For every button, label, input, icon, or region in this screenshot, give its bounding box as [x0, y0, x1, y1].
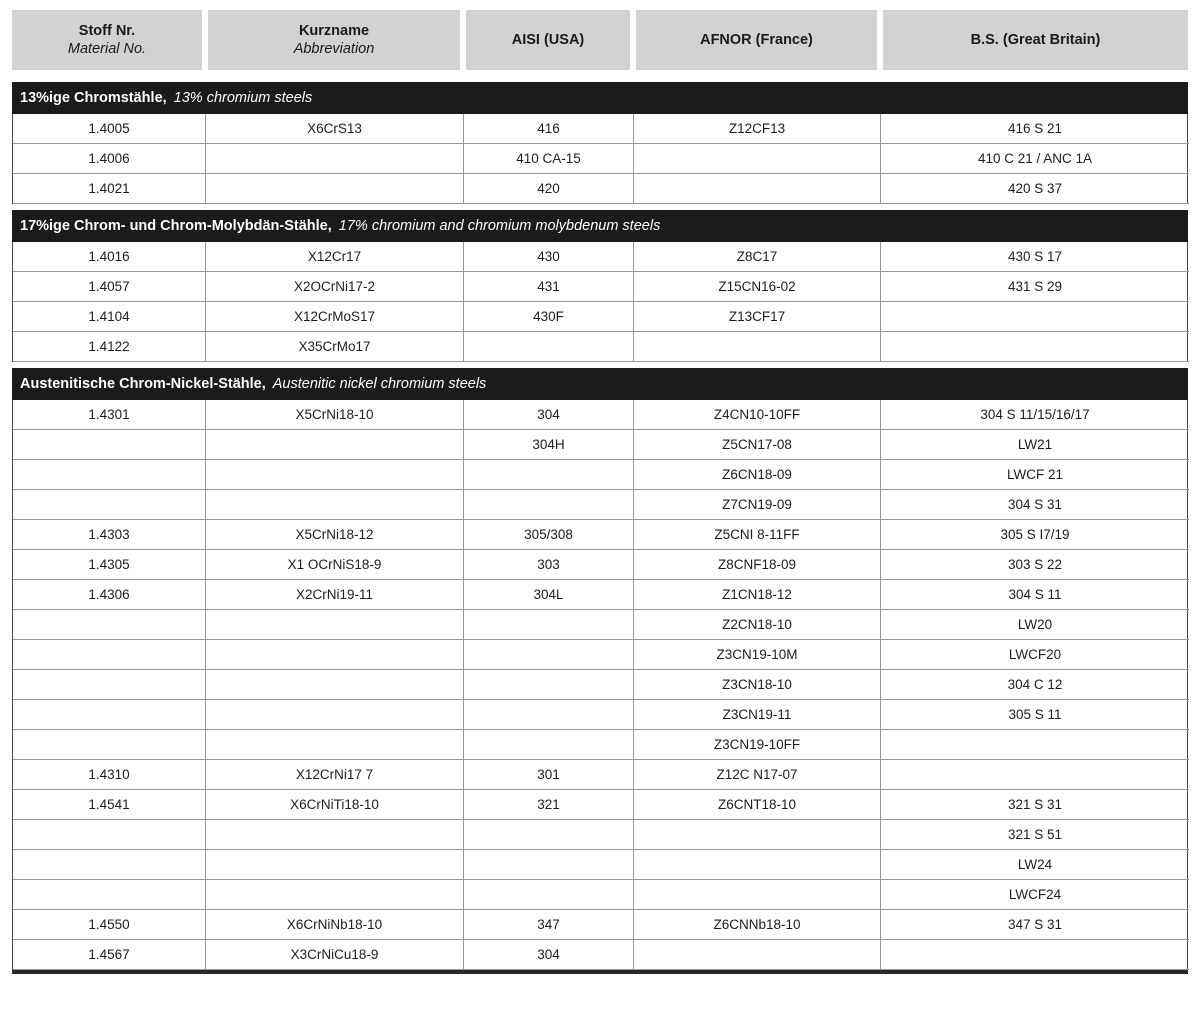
table-row [13, 760, 1187, 790]
cell-aisi: 416 [464, 114, 634, 144]
table-row [13, 430, 1187, 460]
cell-aisi [464, 880, 634, 910]
cell-bs: LWCF 21 [881, 460, 1189, 490]
cell-afnor: Z12C N17-07 [634, 760, 881, 790]
cell-afnor: Z3CN19-11 [634, 700, 881, 730]
column-subtitle: Material No. [67, 41, 147, 57]
cell-material-no [13, 700, 206, 730]
section-bar [12, 368, 1188, 400]
cell-aisi [464, 640, 634, 670]
cell-afnor: Z1CN18-12 [634, 580, 881, 610]
section-title-de: 17%ige Chrom- und Chrom-Molybdän-Stähle, [20, 218, 332, 234]
cell-aisi [464, 850, 634, 880]
cell-material-no [13, 490, 206, 520]
cell-abbreviation [206, 174, 464, 204]
cell-afnor: Z6CN18-09 [634, 460, 881, 490]
cell-aisi [464, 700, 634, 730]
section-rows [12, 242, 1188, 362]
table-row [13, 880, 1187, 910]
cell-aisi [464, 490, 634, 520]
cell-material-no: 1.4104 [13, 302, 206, 332]
cell-material-no [13, 430, 206, 460]
cell-abbreviation: X12CrMoS17 [206, 302, 464, 332]
cell-material-no [13, 730, 206, 760]
section-rows [12, 400, 1188, 970]
cell-abbreviation: X2CrNi19-11 [206, 580, 464, 610]
cell-bs [881, 730, 1189, 760]
cell-abbreviation: X3CrNiCu18-9 [206, 940, 464, 970]
table-header [12, 10, 1188, 70]
cell-material-no: 1.4567 [13, 940, 206, 970]
cell-material-no: 1.4006 [13, 144, 206, 174]
cell-afnor: Z15CN16-02 [634, 272, 881, 302]
table-row [13, 242, 1187, 272]
cell-material-no: 1.4541 [13, 790, 206, 820]
cell-aisi: 304 [464, 400, 634, 430]
cell-material-no [13, 880, 206, 910]
cell-abbreviation [206, 820, 464, 850]
cell-abbreviation: X35CrMo17 [206, 332, 464, 362]
section-bar [12, 210, 1188, 242]
cell-aisi: 304 [464, 940, 634, 970]
cell-aisi: 431 [464, 272, 634, 302]
cell-material-no [13, 460, 206, 490]
cell-afnor: Z6CNT18-10 [634, 790, 881, 820]
column-header [633, 10, 880, 70]
column-header [880, 10, 1188, 70]
cell-material-no [13, 850, 206, 880]
cell-afnor: Z5CN17-08 [634, 430, 881, 460]
cell-bs: LW20 [881, 610, 1189, 640]
cell-aisi [464, 670, 634, 700]
table-row [13, 460, 1187, 490]
cell-abbreviation [206, 430, 464, 460]
table-row [13, 302, 1187, 332]
cell-abbreviation [206, 850, 464, 880]
column-title: B.S. (Great Britain) [970, 32, 1101, 48]
cell-bs: 304 C 12 [881, 670, 1189, 700]
cell-aisi: 301 [464, 760, 634, 790]
cell-aisi: 304H [464, 430, 634, 460]
cell-afnor: Z8CNF18-09 [634, 550, 881, 580]
cell-afnor: Z3CN18-10 [634, 670, 881, 700]
table-row [13, 940, 1187, 970]
cell-material-no: 1.4550 [13, 910, 206, 940]
table-row [13, 114, 1187, 144]
cell-abbreviation: X6CrNiNb18-10 [206, 910, 464, 940]
table-row [13, 144, 1187, 174]
cell-abbreviation [206, 144, 464, 174]
table-row [13, 820, 1187, 850]
cell-bs: LWCF24 [881, 880, 1189, 910]
table-row [13, 400, 1187, 430]
cell-aisi: 430 [464, 242, 634, 272]
cell-bs: 347 S 31 [881, 910, 1189, 940]
cell-abbreviation [206, 460, 464, 490]
cell-abbreviation [206, 670, 464, 700]
section-rows [12, 114, 1188, 204]
cell-abbreviation: X5CrNi18-10 [206, 400, 464, 430]
cell-bs: 416 S 21 [881, 114, 1189, 144]
cell-afnor: Z3CN19-10M [634, 640, 881, 670]
cell-abbreviation [206, 610, 464, 640]
cell-afnor: Z6CNNb18-10 [634, 910, 881, 940]
cell-material-no: 1.4303 [13, 520, 206, 550]
cell-bs: 321 S 51 [881, 820, 1189, 850]
section-title-en: 17% chromium and chromium molybdenum steels [338, 218, 661, 234]
cell-afnor: Z4CN10-10FF [634, 400, 881, 430]
cell-afnor [634, 174, 881, 204]
table-row [13, 910, 1187, 940]
table-row [13, 520, 1187, 550]
cell-material-no: 1.4016 [13, 242, 206, 272]
table-row [13, 730, 1187, 760]
cell-aisi [464, 610, 634, 640]
table-bottom-rule [12, 970, 1188, 974]
table-row [13, 174, 1187, 204]
cell-abbreviation: X12CrNi17 7 [206, 760, 464, 790]
section-title-en: Austenitic nickel chromium steels [272, 376, 487, 392]
column-header [463, 10, 633, 70]
cell-material-no: 1.4021 [13, 174, 206, 204]
cell-afnor: Z7CN19-09 [634, 490, 881, 520]
section-title-en: 13% chromium steels [173, 90, 313, 106]
cell-afnor: Z13CF17 [634, 302, 881, 332]
cell-bs [881, 760, 1189, 790]
table-row [13, 550, 1187, 580]
cell-bs: 420 S 37 [881, 174, 1189, 204]
table-row [13, 272, 1187, 302]
cell-aisi: 420 [464, 174, 634, 204]
column-title: Kurzname [298, 23, 370, 39]
table-row [13, 670, 1187, 700]
cell-bs: 321 S 31 [881, 790, 1189, 820]
cell-bs: LWCF20 [881, 640, 1189, 670]
cell-abbreviation [206, 880, 464, 910]
cell-afnor: Z2CN18-10 [634, 610, 881, 640]
cell-abbreviation [206, 700, 464, 730]
cell-abbreviation [206, 730, 464, 760]
section-bar [12, 82, 1188, 114]
table-row [13, 640, 1187, 670]
cell-material-no: 1.4310 [13, 760, 206, 790]
cell-material-no [13, 610, 206, 640]
table-row [13, 700, 1187, 730]
cell-aisi: 304L [464, 580, 634, 610]
cell-abbreviation: X12Cr17 [206, 242, 464, 272]
cell-bs: 305 S 11 [881, 700, 1189, 730]
cell-afnor: Z8C17 [634, 242, 881, 272]
section-title-de: Austenitische Chrom-Nickel-Stähle, [20, 376, 266, 392]
cell-abbreviation: X2OCrNi17-2 [206, 272, 464, 302]
cell-aisi [464, 460, 634, 490]
table-row [13, 490, 1187, 520]
column-header [205, 10, 463, 70]
cell-material-no: 1.4306 [13, 580, 206, 610]
cell-bs [881, 940, 1189, 970]
cell-afnor [634, 820, 881, 850]
cell-material-no: 1.4301 [13, 400, 206, 430]
cell-afnor: Z5CNI 8-11FF [634, 520, 881, 550]
cell-afnor: Z12CF13 [634, 114, 881, 144]
cell-bs: 430 S 17 [881, 242, 1189, 272]
cell-afnor: Z3CN19-10FF [634, 730, 881, 760]
cell-bs: 304 S 11 [881, 580, 1189, 610]
cell-afnor [634, 940, 881, 970]
table-row [13, 850, 1187, 880]
cell-abbreviation: X1 OCrNiS18-9 [206, 550, 464, 580]
cell-aisi: 305/308 [464, 520, 634, 550]
table-row [13, 580, 1187, 610]
cell-afnor [634, 850, 881, 880]
cell-bs: 304 S 31 [881, 490, 1189, 520]
cell-material-no [13, 670, 206, 700]
cell-abbreviation [206, 640, 464, 670]
cell-afnor [634, 880, 881, 910]
cell-material-no [13, 640, 206, 670]
cell-abbreviation: X5CrNi18-12 [206, 520, 464, 550]
cell-aisi: 321 [464, 790, 634, 820]
column-title: AISI (USA) [511, 32, 585, 48]
cell-abbreviation [206, 490, 464, 520]
cell-material-no [13, 820, 206, 850]
cell-material-no: 1.4057 [13, 272, 206, 302]
cell-abbreviation: X6CrS13 [206, 114, 464, 144]
table-row [13, 332, 1187, 362]
cell-material-no: 1.4122 [13, 332, 206, 362]
column-title: Stoff Nr. [78, 23, 136, 39]
column-subtitle: Abbreviation [293, 41, 375, 57]
cell-bs [881, 332, 1189, 362]
cell-aisi [464, 820, 634, 850]
column-title: AFNOR (France) [700, 32, 813, 48]
section-title-de: 13%ige Chromstähle, [20, 90, 167, 106]
cell-bs: 304 S 11/15/16/17 [881, 400, 1189, 430]
cell-afnor [634, 332, 881, 362]
cell-abbreviation: X6CrNiTi18-10 [206, 790, 464, 820]
cell-aisi: 430F [464, 302, 634, 332]
cell-aisi: 347 [464, 910, 634, 940]
cell-bs: LW21 [881, 430, 1189, 460]
cell-aisi: 303 [464, 550, 634, 580]
column-header [12, 10, 205, 70]
table-sections [12, 82, 1188, 970]
cell-material-no: 1.4005 [13, 114, 206, 144]
cell-bs [881, 302, 1189, 332]
cell-bs: 305 S I7/19 [881, 520, 1189, 550]
cell-bs: 431 S 29 [881, 272, 1189, 302]
cell-afnor [634, 144, 881, 174]
table-row [13, 790, 1187, 820]
cell-aisi [464, 332, 634, 362]
table-row [13, 610, 1187, 640]
cell-aisi [464, 730, 634, 760]
cell-bs: LW24 [881, 850, 1189, 880]
cell-aisi: 410 CA-15 [464, 144, 634, 174]
cell-bs: 303 S 22 [881, 550, 1189, 580]
cell-bs: 410 C 21 / ANC 1A [881, 144, 1189, 174]
cell-material-no: 1.4305 [13, 550, 206, 580]
